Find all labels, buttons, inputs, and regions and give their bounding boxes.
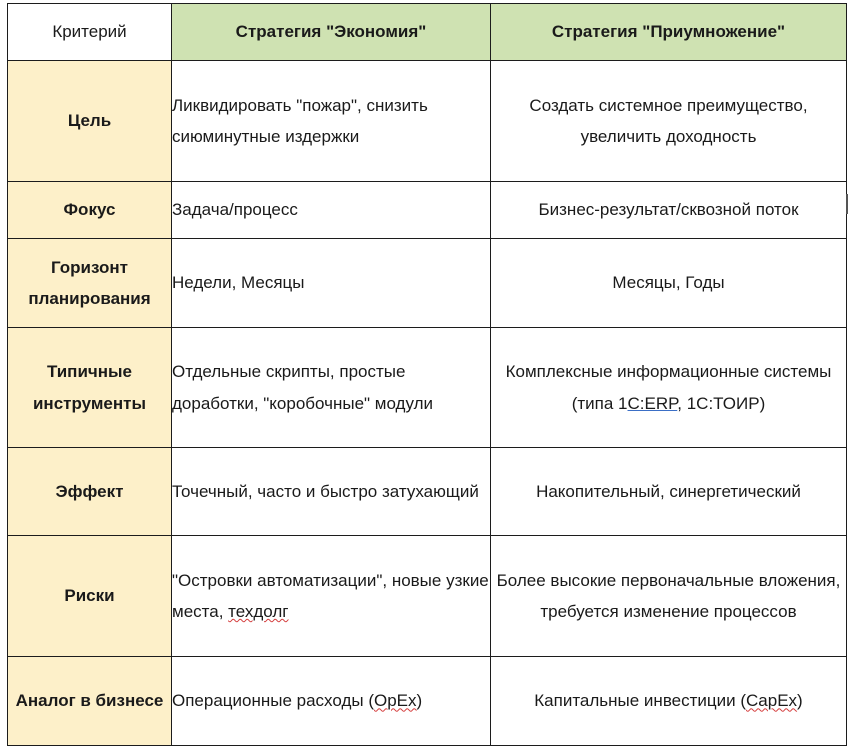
economy-cell bbox=[172, 657, 491, 746]
economy-cell: Задача/процесс bbox=[172, 182, 491, 239]
table-row bbox=[8, 448, 847, 536]
economy-cell: Недели, Месяцы bbox=[172, 239, 491, 328]
multiplication-text-suffix: ) bbox=[797, 691, 803, 711]
table-row bbox=[8, 657, 847, 746]
multiplication-cell: Бизнес-результат/сквозной поток bbox=[491, 182, 847, 239]
opex-abbr: OpEx bbox=[373, 691, 417, 711]
economy-text-suffix: ) bbox=[416, 691, 423, 711]
multiplication-cell: Более высокие первоначальные вложения, требуется изменение процессов bbox=[491, 536, 847, 657]
multiplication-cell: Создать системное преимущество, увеличить доходность bbox=[491, 61, 847, 182]
multiplication-cell: Накопительный, синергетический bbox=[491, 448, 847, 536]
strategy-comparison-table bbox=[7, 3, 847, 746]
criterion-cell: Аналог в бизнесе bbox=[8, 657, 172, 746]
criterion-cell: Эффект bbox=[8, 448, 172, 536]
economy-cell: Точечный, часто и быстро затухающий bbox=[172, 448, 491, 536]
economy-cell: Ликвидировать "пожар", снизить сиюминутные издержки bbox=[172, 61, 491, 182]
header-multiplication-strategy: Стратегия "Приумножение" bbox=[491, 4, 847, 61]
multiplication-cell: Месяцы, Годы bbox=[491, 239, 847, 328]
multiplication-cell bbox=[491, 657, 847, 746]
table-row bbox=[8, 536, 847, 657]
erp-link-text: С:ERP bbox=[627, 393, 678, 413]
criterion-cell: Риски bbox=[8, 536, 172, 657]
techdebt-word: техдолг bbox=[228, 602, 289, 621]
criterion-cell: Фокус bbox=[8, 182, 172, 239]
table-row bbox=[8, 182, 847, 239]
table-row bbox=[8, 61, 847, 182]
multiplication-text-suffix: , 1С:ТОИР) bbox=[677, 393, 766, 413]
multiplication-text-prefix: Капитальные инвестиции ( bbox=[534, 691, 747, 711]
multiplication-cell bbox=[491, 328, 847, 448]
capex-abbr: CapEx bbox=[746, 691, 798, 711]
header-row bbox=[8, 4, 847, 61]
multiplication-text-prefix: Комплексные информационные системы (типа 1 bbox=[505, 362, 832, 413]
text-cursor-mark bbox=[846, 194, 848, 214]
economy-cell: Отдельные скрипты, простые доработки, "коробочные" модули bbox=[172, 328, 491, 448]
criterion-cell: Типичные инструменты bbox=[8, 328, 172, 448]
economy-cell bbox=[172, 536, 491, 657]
economy-text-prefix: Операционные расходы ( bbox=[172, 691, 374, 711]
table-row bbox=[8, 328, 847, 448]
criterion-cell: Цель bbox=[8, 61, 172, 182]
economy-text-prefix: "Островки автоматизации", новые узкие места, bbox=[172, 570, 489, 621]
header-criterion: Критерий bbox=[8, 4, 172, 61]
header-economy-strategy: Стратегия "Экономия" bbox=[172, 4, 491, 61]
criterion-cell: Горизонт планирования bbox=[8, 239, 172, 328]
table-row bbox=[8, 239, 847, 328]
